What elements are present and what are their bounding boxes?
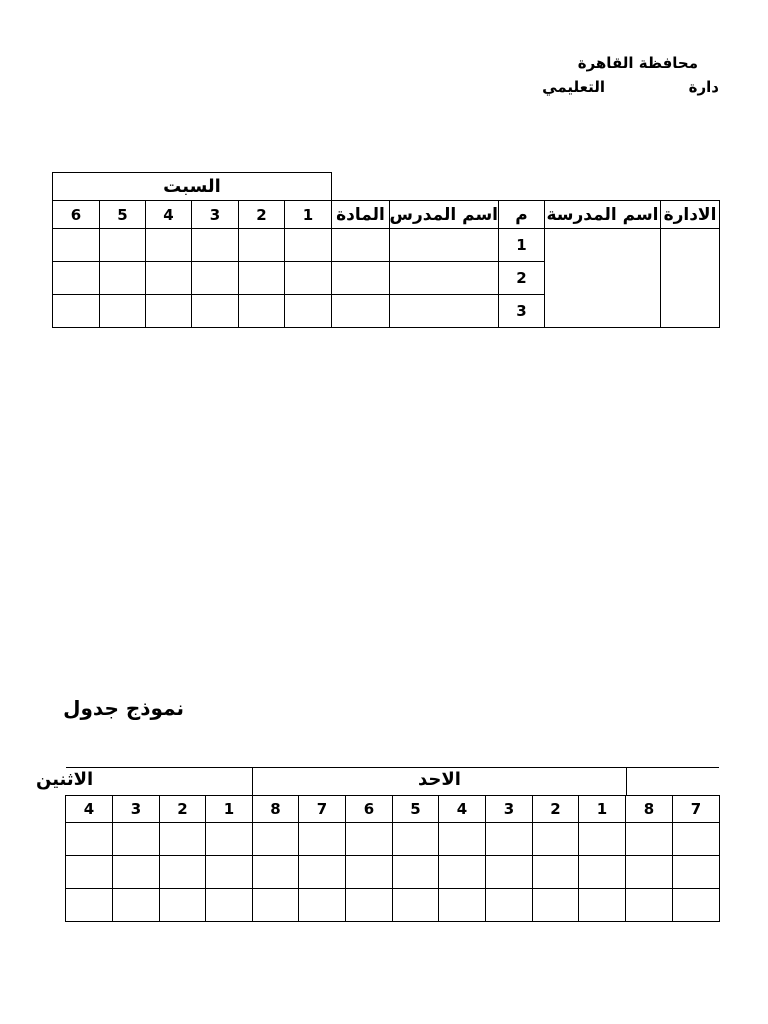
cell	[253, 823, 299, 856]
period-header: 5	[393, 796, 439, 823]
period-header: 4	[146, 201, 192, 229]
school-cell	[545, 229, 661, 328]
table2-header-row	[66, 796, 720, 823]
row-number: 1	[499, 229, 545, 262]
cell	[53, 295, 100, 328]
cell	[146, 295, 192, 328]
cell	[239, 229, 285, 262]
cell	[100, 262, 146, 295]
table-row	[66, 889, 720, 922]
cell	[439, 856, 486, 889]
cell	[206, 856, 253, 889]
table1	[52, 200, 720, 328]
period-header: 8	[626, 796, 673, 823]
number-header: م	[499, 201, 545, 229]
table2-divider	[626, 767, 627, 795]
period-header: 4	[439, 796, 486, 823]
table2-day-mid	[253, 767, 626, 795]
cell	[486, 856, 533, 889]
cell	[393, 889, 439, 922]
administration-prefix: دارة	[688, 78, 719, 96]
cell	[113, 889, 160, 922]
period-header: 6	[346, 796, 393, 823]
cell	[192, 262, 239, 295]
cell	[53, 229, 100, 262]
table1-day-header	[52, 172, 332, 201]
cell	[285, 262, 332, 295]
cell	[66, 889, 113, 922]
period-header: 2	[533, 796, 579, 823]
cell	[439, 889, 486, 922]
cell	[253, 856, 299, 889]
cell	[626, 889, 673, 922]
cell	[346, 823, 393, 856]
period-header: 1	[285, 201, 332, 229]
cell	[533, 856, 579, 889]
period-header: 6	[53, 201, 100, 229]
period-header: 5	[100, 201, 146, 229]
cell	[332, 295, 390, 328]
form-title: نموذج جدول	[63, 696, 184, 720]
cell	[533, 823, 579, 856]
cell	[579, 856, 626, 889]
period-header: 1	[206, 796, 253, 823]
cell	[579, 889, 626, 922]
cell	[113, 856, 160, 889]
cell	[53, 262, 100, 295]
cell	[66, 823, 113, 856]
table2-day-left	[36, 767, 252, 795]
cell	[206, 823, 253, 856]
admin-cell	[661, 229, 720, 328]
period-header: 3	[486, 796, 533, 823]
cell	[486, 823, 533, 856]
administration-name: التعليمي	[542, 78, 605, 96]
cell	[390, 229, 499, 262]
cell	[160, 889, 206, 922]
cell	[206, 889, 253, 922]
cell	[146, 262, 192, 295]
cell	[533, 889, 579, 922]
cell	[486, 889, 533, 922]
table1-day-label: السبت	[163, 176, 221, 197]
cell	[626, 823, 673, 856]
cell	[299, 856, 346, 889]
cell	[160, 856, 206, 889]
row-number: 3	[499, 295, 545, 328]
cell	[239, 262, 285, 295]
period-header: 3	[113, 796, 160, 823]
period-header: 3	[192, 201, 239, 229]
cell	[192, 229, 239, 262]
cell	[332, 229, 390, 262]
cell	[390, 262, 499, 295]
table-row	[66, 856, 720, 889]
cell	[253, 889, 299, 922]
period-header: 4	[66, 796, 113, 823]
table1-header-row	[53, 201, 720, 229]
cell	[673, 889, 720, 922]
teacher-header: اسم المدرس	[390, 201, 499, 229]
table-row	[53, 229, 720, 262]
cell	[146, 229, 192, 262]
table-row	[66, 823, 720, 856]
cell	[239, 295, 285, 328]
cell	[346, 856, 393, 889]
cell	[160, 823, 206, 856]
cell	[113, 823, 160, 856]
cell	[390, 295, 499, 328]
cell	[66, 856, 113, 889]
table2	[65, 795, 720, 922]
cell	[285, 229, 332, 262]
cell	[346, 889, 393, 922]
cell	[192, 295, 239, 328]
cell	[393, 856, 439, 889]
period-header: 7	[299, 796, 346, 823]
period-header: 7	[673, 796, 720, 823]
cell	[673, 823, 720, 856]
day-label: الاثنين	[36, 769, 94, 790]
period-header: 8	[253, 796, 299, 823]
cell	[626, 856, 673, 889]
school-header: اسم المدرسة	[545, 201, 661, 229]
cell	[393, 823, 439, 856]
subject-header: المادة	[332, 201, 390, 229]
period-header: 1	[579, 796, 626, 823]
governorate-label: محافظة القاهرة	[577, 54, 698, 72]
cell	[100, 229, 146, 262]
period-header: 2	[160, 796, 206, 823]
cell	[673, 856, 720, 889]
period-header: 2	[239, 201, 285, 229]
cell	[299, 823, 346, 856]
cell	[285, 295, 332, 328]
cell	[299, 889, 346, 922]
cell	[332, 262, 390, 295]
cell	[100, 295, 146, 328]
admin-header: الادارة	[661, 201, 720, 229]
cell	[439, 823, 486, 856]
cell	[579, 823, 626, 856]
day-label: الاحد	[418, 769, 461, 790]
row-number: 2	[499, 262, 545, 295]
